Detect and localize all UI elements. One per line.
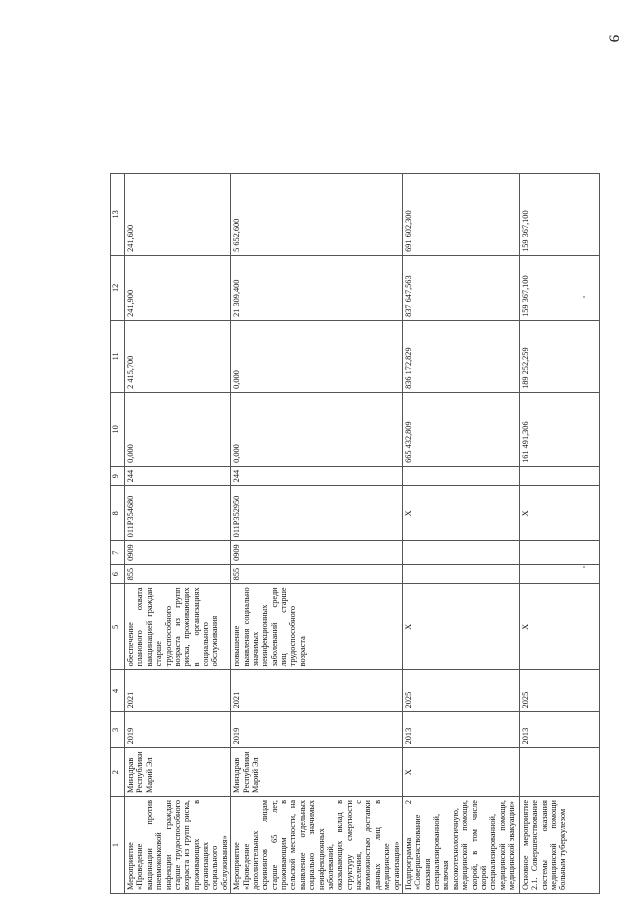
cell-start-year: 2013 [402,712,519,748]
cell-amount-10: 0,000 [125,392,231,466]
cell-amount-13: 691 602,300 [402,173,519,255]
cell-amount-11: 0,000 [231,320,403,392]
cell-executor: Минздрав Республики Марий Эл [231,748,403,797]
table-row [519,173,599,893]
table-row [125,173,231,893]
cell-executor: Минздрав Республики Марий Эл [125,748,231,797]
cell-start-year: 2013 [519,712,599,748]
cell-target-code: X [402,486,519,541]
cell-expected-result: X [519,584,599,670]
cell-executor: X [402,748,519,797]
cell-expense-type: 244 [125,466,231,485]
cell-section: 0909 [125,541,231,565]
col-header-12: 12 [111,255,125,320]
col-header-2: 2 [111,748,125,797]
cell-section [402,541,519,565]
cell-section [519,541,599,565]
cell-event-name: Мероприятие «Проведение вакцинации против пневмококковой инфекции граждан старше трудоспособного возраста из групп риска, проживающих в организациях социального обслуживания» [125,797,231,894]
cell-section: 0909 [231,541,403,565]
cell-start-year: 2019 [231,712,403,748]
page-number: 9 [605,34,622,43]
col-header-7: 7 [111,541,125,565]
cell-end-year: 2025 [519,670,599,712]
cell-grbs [402,564,519,583]
cell-amount-13: 241,600 [125,173,231,255]
cell-target-code: 011P354680 [125,486,231,541]
scan-speck [583,566,585,568]
col-header-13: 13 [111,173,125,255]
cell-end-year: 2021 [125,670,231,712]
cell-end-year: 2021 [231,670,403,712]
cell-grbs: 855 [231,564,403,583]
header-row [111,173,125,893]
scan-speck [583,296,585,298]
cell-amount-10: 0,000 [231,392,403,466]
cell-amount-10: 665 432,809 [402,392,519,466]
cell-expense-type: 244 [231,466,403,485]
budget-table [110,173,600,894]
cell-end-year: 2025 [402,670,519,712]
cell-amount-13: 159 367,100 [519,173,599,255]
cell-event-name: Основное мероприятие 2.1. Совершенствование системы оказания медицинской помощи больным туберкулезом [519,797,599,894]
cell-expense-type [402,466,519,485]
cell-expected-result: обеспечение планового охвата вакцинацией граждан старше трудоспособного возраста из групп риска, проживающих в организациях социального обслуживания [125,584,231,670]
col-header-1: 1 [111,797,125,894]
cell-amount-12: 241,900 [125,255,231,320]
cell-amount-11: 2 415,700 [125,320,231,392]
col-header-3: 3 [111,712,125,748]
cell-target-code: 011P352950 [231,486,403,541]
col-header-6: 6 [111,564,125,583]
cell-expected-result: повышение выявления социально значимых неинфекционных заболеваний среди лиц старше трудоспособного возраста [231,584,403,670]
cell-amount-12: 21 309,400 [231,255,403,320]
cell-amount-12: 159 367,100 [519,255,599,320]
col-header-8: 8 [111,486,125,541]
cell-start-year: 2019 [125,712,231,748]
cell-expected-result: X [402,584,519,670]
cell-amount-11: 836 172,829 [402,320,519,392]
cell-grbs: 855 [125,564,231,583]
cell-executor [519,748,599,797]
cell-target-code: X [519,486,599,541]
col-header-11: 11 [111,320,125,392]
table-row [231,173,403,893]
cell-grbs [519,564,599,583]
col-header-9: 9 [111,466,125,485]
col-header-5: 5 [111,584,125,670]
cell-amount-10: 161 491,306 [519,392,599,466]
cell-expense-type [519,466,599,485]
table-row [402,173,519,893]
cell-amount-13: 5 652,600 [231,173,403,255]
cell-event-name: Мероприятие «Проведение дополнительных скринингов лицам старше 65 лет, проживающим в сельской местности, на выявление отдельных социально значимых неинфекционных заболеваний, оказывающих вклад в структуру смертности населения, с возможностью доставки данных лиц в медицинские организации» [231,797,403,894]
col-header-4: 4 [111,670,125,712]
col-header-10: 10 [111,392,125,466]
cell-amount-11: 189 252,259 [519,320,599,392]
cell-amount-12: 837 647,563 [402,255,519,320]
cell-event-name: Подпрограмма 2 «Совершенствование оказания специализированной, включая высокотехнологичную, медицинской помощи, скорой, в том числе скорой специализированной, медицинской помощи, медицинской эвакуации» [402,797,519,894]
